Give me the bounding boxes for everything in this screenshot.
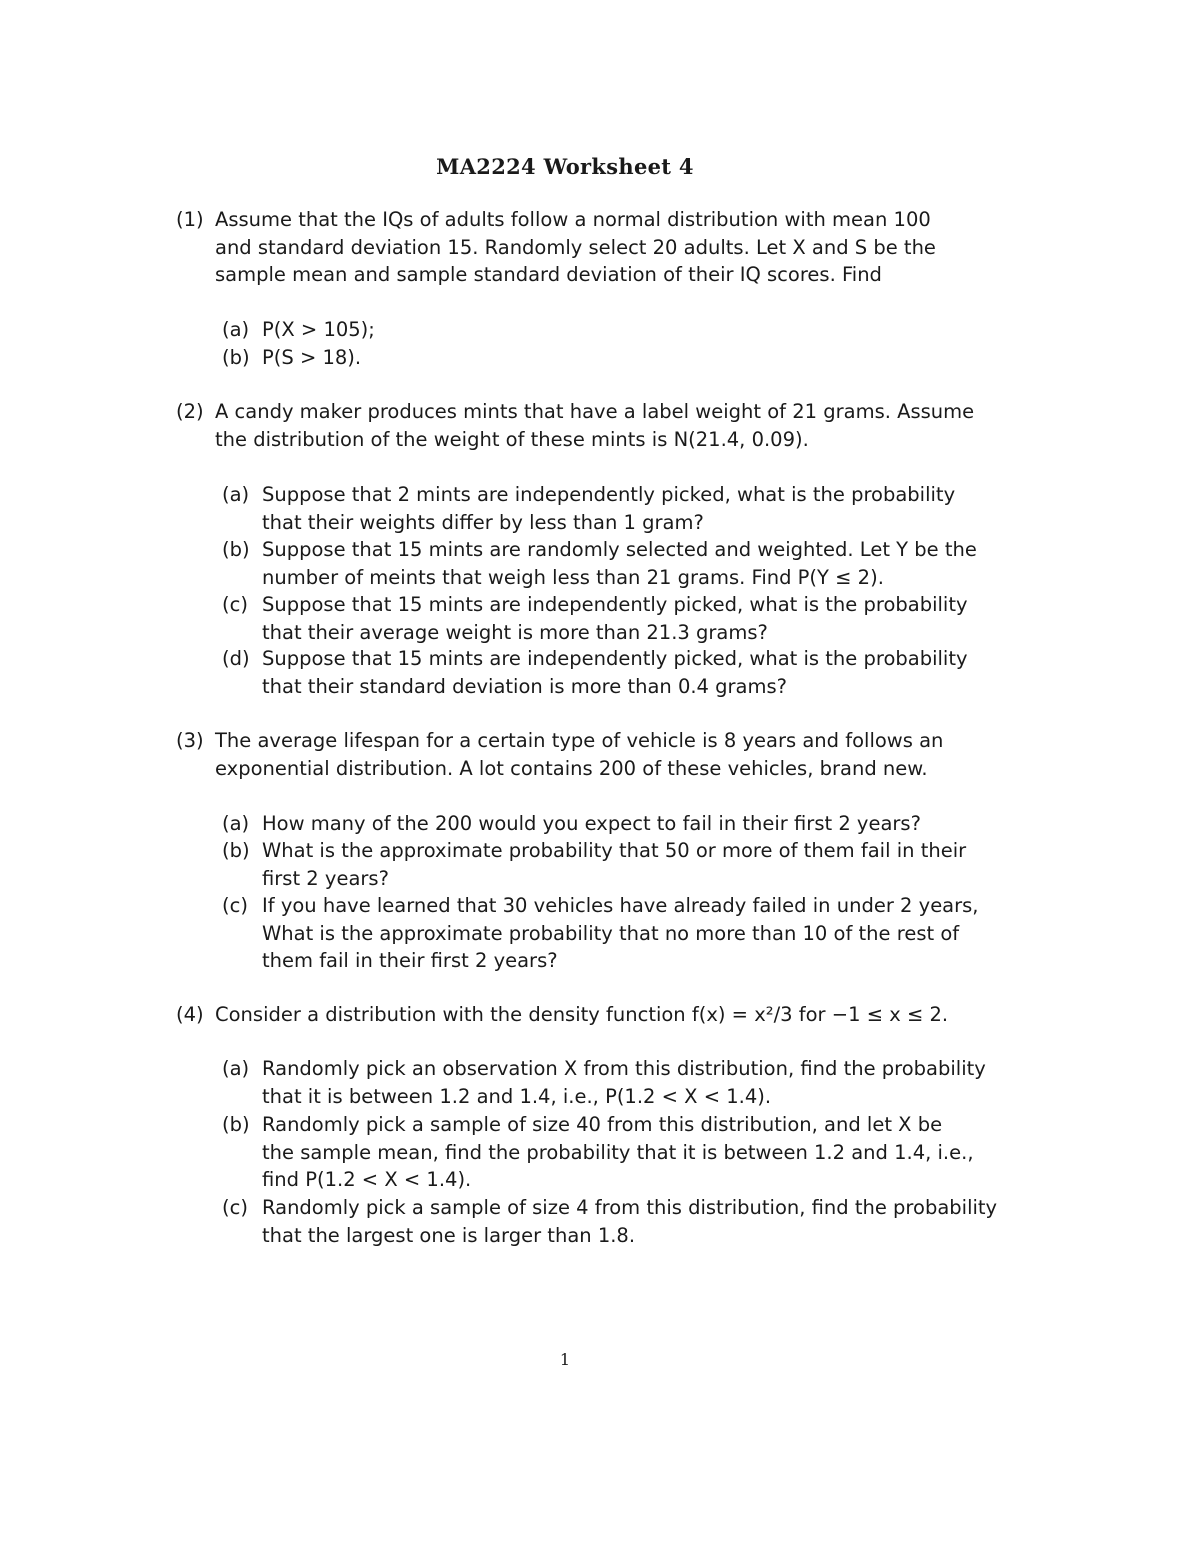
problem-line: Assume that the IQs of adults follow a normal distribution with mean 100	[215, 208, 931, 231]
problem-line: A candy maker produces mints that have a label weight of 21 grams. Assume	[215, 400, 975, 423]
problem-line: sample mean and sample standard deviation of their IQ scores. Find	[215, 263, 882, 286]
subquestion-line: that their weights differ by less than 1 gram?	[262, 510, 704, 534]
subquestion-label: (a)	[222, 483, 250, 506]
problem-line: exponential distribution. A lot contains 200 of these vehicles, brand new.	[215, 756, 928, 780]
subquestion-label: (a)	[222, 812, 250, 835]
subquestion-label: (b)	[222, 839, 250, 862]
subquestion-label: (c)	[222, 593, 248, 616]
problem-number: (3)	[176, 729, 204, 752]
problem-line: The average lifespan for a certain type of vehicle is 8 years and follows an	[215, 729, 944, 752]
problem-text	[215, 398, 995, 453]
problem-text	[215, 727, 995, 782]
page-number: 1	[559, 1350, 571, 1369]
problem-number: (2)	[176, 400, 204, 423]
problem-line: and standard deviation 15. Randomly select 20 adults. Let X and S be the	[215, 235, 936, 259]
subquestion-line: Suppose that 2 mints are independently picked, what is the probability	[262, 483, 956, 506]
subquestion-line: P(X > 105);	[262, 318, 375, 341]
subquestion-label: (b)	[222, 346, 250, 369]
subquestion-label: (d)	[222, 647, 250, 670]
subquestion-line: Suppose that 15 mints are independently picked, what is the probability	[262, 647, 968, 670]
subquestion-line: What is the approximate probability that no more than 10 of the rest of	[262, 921, 960, 945]
subquestion-line: What is the approximate probability that 50 or more of them fail in their	[262, 839, 967, 862]
problem-number: (4)	[176, 1003, 204, 1026]
problem-text	[215, 1001, 995, 1029]
subquestion-line: the sample mean, find the probability that it is between 1.2 and 1.4, i.e.,	[262, 1140, 974, 1164]
subquestion-label: (a)	[222, 318, 250, 341]
subquestion-line: Suppose that 15 mints are independently picked, what is the probability	[262, 593, 968, 616]
subquestion-label: (c)	[222, 894, 248, 917]
problem-line: the distribution of the weight of these mints is N(21.4, 0.09).	[215, 427, 809, 451]
subquestion-line: find P(1.2 < X < 1.4).	[262, 1168, 472, 1191]
subquestion-label: (c)	[222, 1196, 248, 1219]
subquestion-label: (b)	[222, 538, 250, 561]
subquestion-line: Randomly pick a sample of size 40 from this distribution, and let X be	[262, 1113, 943, 1136]
subquestion-line: that their standard deviation is more than 0.4 grams?	[262, 674, 788, 698]
subquestion-label: (a)	[222, 1057, 250, 1080]
subquestion-label: (b)	[222, 1113, 250, 1136]
subquestion-line: that their average weight is more than 21.3 grams?	[262, 620, 768, 644]
subquestion-line: that the largest one is larger than 1.8.	[262, 1223, 636, 1247]
subquestion-line: number of meints that weigh less than 21 grams. Find P(Y ≤ 2).	[262, 565, 884, 589]
subquestion-line: P(S > 18).	[262, 346, 362, 369]
subquestion-line: How many of the 200 would you expect to fail in their first 2 years?	[262, 812, 921, 835]
subquestion-line: that it is between 1.2 and 1.4, i.e., P(1.2 < X < 1.4).	[262, 1084, 772, 1108]
subquestion-line: If you have learned that 30 vehicles have already failed in under 2 years,	[262, 894, 979, 917]
subquestion-line: Randomly pick a sample of size 4 from this distribution, find the probability	[262, 1196, 998, 1219]
problem-number: (1)	[176, 208, 204, 231]
problem-line: Consider a distribution with the density function f(x) = x²/3 for −1 ≤ x ≤ 2.	[215, 1003, 949, 1026]
subquestion-line: first 2 years?	[262, 866, 389, 890]
subquestion-line: them fail in their first 2 years?	[262, 949, 558, 972]
page-title: MA2224 Worksheet 4	[436, 154, 694, 179]
subquestion-line: Suppose that 15 mints are randomly selected and weighted. Let Y be the	[262, 538, 977, 561]
subquestion-line: Randomly pick an observation X from this distribution, find the probability	[262, 1057, 986, 1080]
problem-text	[215, 206, 995, 289]
